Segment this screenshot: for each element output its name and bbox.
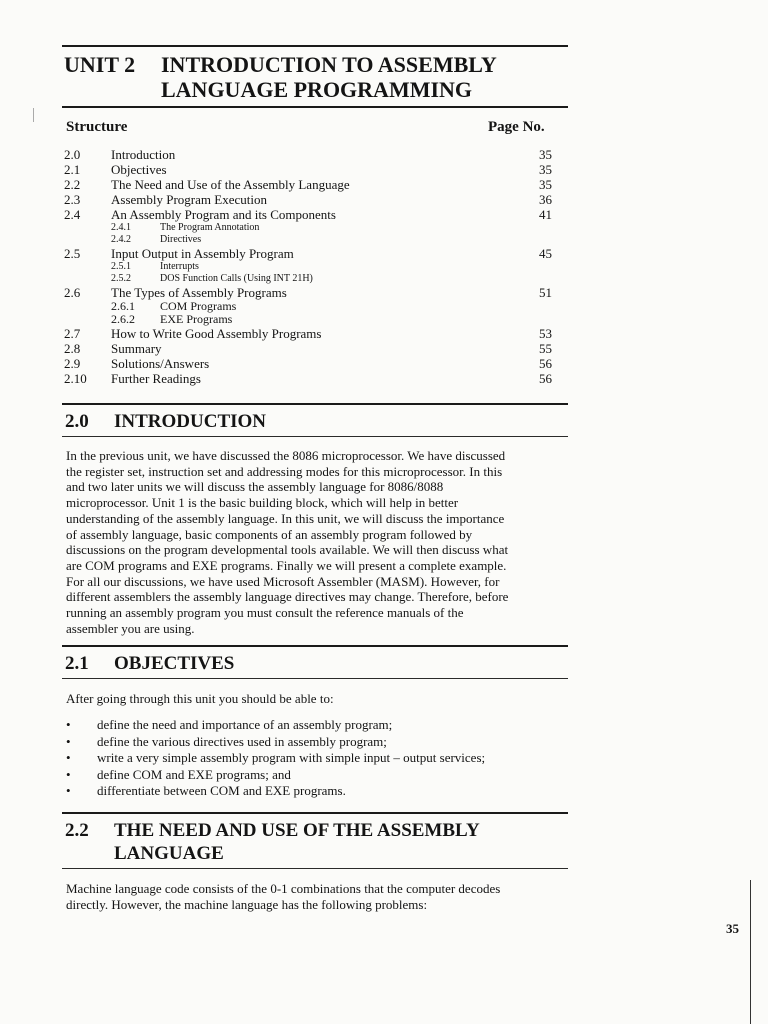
paragraph-line: In the previous unit, we have discussed the 8086 microprocessor. We have discussed <box>66 448 506 463</box>
paragraph-line: different assemblers the assembly language directives may change. Therefore, before <box>66 589 509 605</box>
section-title <box>114 819 574 865</box>
toc-entry <box>64 285 554 300</box>
toc-entry <box>64 192 554 207</box>
unit-heading-rule <box>62 106 568 108</box>
objective-item <box>66 750 546 767</box>
toc-entry-title: Directives <box>160 234 202 245</box>
bullet-icon: • <box>66 766 71 782</box>
toc-subentry <box>64 313 554 326</box>
toc-entry-title: An Assembly Program and its Components <box>111 207 336 222</box>
toc-entry-title: The Types of Assembly Programs <box>111 285 287 300</box>
bullet-icon: • <box>66 750 71 765</box>
section-title: INTRODUCTION <box>114 411 267 432</box>
toc-entry-number: 2.5 <box>64 246 81 261</box>
toc-entry-title: Solutions/Answers <box>111 356 210 371</box>
toc-entry-number: 2.3 <box>64 192 81 207</box>
section-number: 2.1 <box>65 653 89 674</box>
toc-subentry <box>64 222 554 234</box>
objective-text: differentiate between COM and EXE programs. <box>97 783 346 798</box>
paragraph-line: Machine language code consists of the 0-1 combinations that the computer decodes <box>66 881 501 896</box>
unit-number: UNIT 2 <box>64 52 136 77</box>
unit-title-line-1: INTRODUCTION TO ASSEMBLY <box>161 52 497 77</box>
toc-entry <box>64 246 554 261</box>
objective-item <box>66 734 546 751</box>
toc-entry-page: 35 <box>539 162 552 177</box>
objective-text: define the need and importance of an assembly program; <box>97 717 393 732</box>
section-title: OBJECTIVES <box>114 653 235 674</box>
need-and-use-paragraph <box>66 881 558 912</box>
section-rule-top <box>62 812 568 814</box>
toc-entry-title: DOS Function Calls (Using INT 21H) <box>160 273 313 284</box>
toc-entry-title: Interrupts <box>160 261 199 272</box>
page-edge-line <box>750 880 751 1024</box>
section-title-line-2: LANGUAGE <box>114 843 224 864</box>
paragraph-line: directly. However, the machine language has the following problems: <box>66 896 428 912</box>
toc-entry-number: 2.7 <box>64 326 81 341</box>
toc-entry-page: 56 <box>539 356 552 371</box>
toc-entry-title: Assembly Program Execution <box>111 192 267 207</box>
toc-entry-number: 2.9 <box>64 356 81 371</box>
objective-text: define COM and EXE programs; and <box>97 766 291 782</box>
toc-entry <box>64 356 554 371</box>
toc-entry <box>64 371 554 386</box>
toc-entry-number: 2.8 <box>64 341 81 356</box>
toc-entry-number: 2.6.2 <box>111 312 135 326</box>
toc-entry-page: 53 <box>539 326 552 341</box>
toc-entry-title: COM Programs <box>160 299 237 313</box>
toc-entry-title: Introduction <box>111 147 176 162</box>
toc-entry-title: The Need and Use of the Assembly Language <box>111 177 350 192</box>
toc-entry-title: Input Output in Assembly Program <box>111 246 294 261</box>
paragraph-line: running an assembly program you must consult the reference manuals of the <box>66 605 464 621</box>
toc-subentry <box>64 261 554 273</box>
section-title-line-1: THE NEED AND USE OF THE ASSEMBLY <box>114 820 480 841</box>
bullet-icon: • <box>66 717 71 732</box>
objectives-list <box>66 717 546 800</box>
paragraph-line: For all our discussions, we have used Microsoft Assembler (MASM). However, for <box>66 573 500 589</box>
section-rule-top <box>62 645 568 647</box>
toc-subentry <box>64 300 554 313</box>
toc-entry <box>64 341 554 356</box>
toc-entry-title: EXE Programs <box>160 312 233 326</box>
structure-label: Structure <box>66 119 128 135</box>
paragraph-line: the register set, instruction set and addressing modes for this microprocessor. In this <box>66 463 503 479</box>
toc-entry-number: 2.6.1 <box>111 299 135 313</box>
objective-item <box>66 717 546 734</box>
page-number: 35 <box>726 921 739 936</box>
table-of-contents <box>64 147 554 386</box>
toc-entry-number: 2.4 <box>64 207 81 222</box>
toc-subentry <box>64 273 554 285</box>
page-no-label: Page No. <box>488 119 545 135</box>
paragraph-line: understanding of the assembly language. In this unit, we will discuss the importance <box>66 510 505 526</box>
toc-entry-page: 55 <box>539 341 552 356</box>
margin-mark <box>33 108 34 122</box>
toc-entry <box>64 207 554 222</box>
section-rule-top <box>62 403 568 405</box>
toc-entry-title: Summary <box>111 341 162 356</box>
bullet-icon: • <box>66 783 71 798</box>
toc-entry-page: 51 <box>539 285 552 300</box>
section-rule-bottom <box>62 436 568 437</box>
toc-entry-title: Objectives <box>111 162 167 177</box>
objective-text: define the various directives used in assembly program; <box>97 733 387 749</box>
toc-entry-number: 2.0 <box>64 147 81 162</box>
toc-entry-page: 36 <box>539 192 552 207</box>
introduction-paragraph <box>66 448 558 636</box>
paragraph-line: are COM programs and EXE programs. Finally we will present a complete example. <box>66 557 507 573</box>
toc-entry <box>64 326 554 341</box>
paragraph-line: and two later units we will discuss the assembly language for 8086/8088 <box>66 479 444 495</box>
toc-entry-number: 2.6 <box>64 285 81 300</box>
bullet-icon: • <box>66 733 71 749</box>
toc-entry-number: 2.4.2 <box>111 234 131 245</box>
top-rule <box>62 45 568 47</box>
toc-entry-number: 2.1 <box>64 162 81 177</box>
toc-entry-page: 35 <box>539 177 552 192</box>
objective-item <box>66 783 546 800</box>
objective-item <box>66 767 546 784</box>
toc-entry <box>64 162 554 177</box>
toc-entry-number: 2.2 <box>64 177 81 192</box>
toc-entry-number: 2.4.1 <box>111 222 131 233</box>
toc-entry-title: How to Write Good Assembly Programs <box>111 326 322 341</box>
paragraph-line: of assembly language, basic components of an assembly program followed by <box>66 526 473 542</box>
toc-entry <box>64 147 554 162</box>
toc-entry-page: 41 <box>539 207 552 222</box>
section-rule-bottom <box>62 868 568 869</box>
objectives-intro <box>66 691 558 707</box>
toc-entry-page: 45 <box>539 246 552 261</box>
toc-entry-title: The Program Annotation <box>160 222 260 233</box>
objectives-intro-text: After going through this unit you should be able to: <box>66 691 334 706</box>
toc-entry-page: 35 <box>539 147 552 162</box>
unit-title <box>161 52 581 102</box>
section-number: 2.0 <box>65 411 89 432</box>
toc-entry-number: 2.10 <box>64 371 87 386</box>
objective-text: write a very simple assembly program with simple input – output services; <box>97 750 486 765</box>
paragraph-line: microprocessor. Unit 1 is the basic building block, which will help in better <box>66 495 459 511</box>
toc-subentry <box>64 234 554 246</box>
section-number: 2.2 <box>65 820 89 841</box>
section-rule-bottom <box>62 678 568 679</box>
toc-entry <box>64 177 554 192</box>
unit-title-line-2: LANGUAGE PROGRAMMING <box>161 77 473 102</box>
paragraph-line: discussions on the program developmental tools available. We will then discuss what <box>66 542 509 558</box>
toc-entry-title: Further Readings <box>111 371 201 386</box>
toc-entry-number: 2.5.2 <box>111 273 131 284</box>
paragraph-line: assembler you are using. <box>66 620 195 636</box>
toc-entry-number: 2.5.1 <box>111 261 131 272</box>
toc-entry-page: 56 <box>539 371 552 386</box>
